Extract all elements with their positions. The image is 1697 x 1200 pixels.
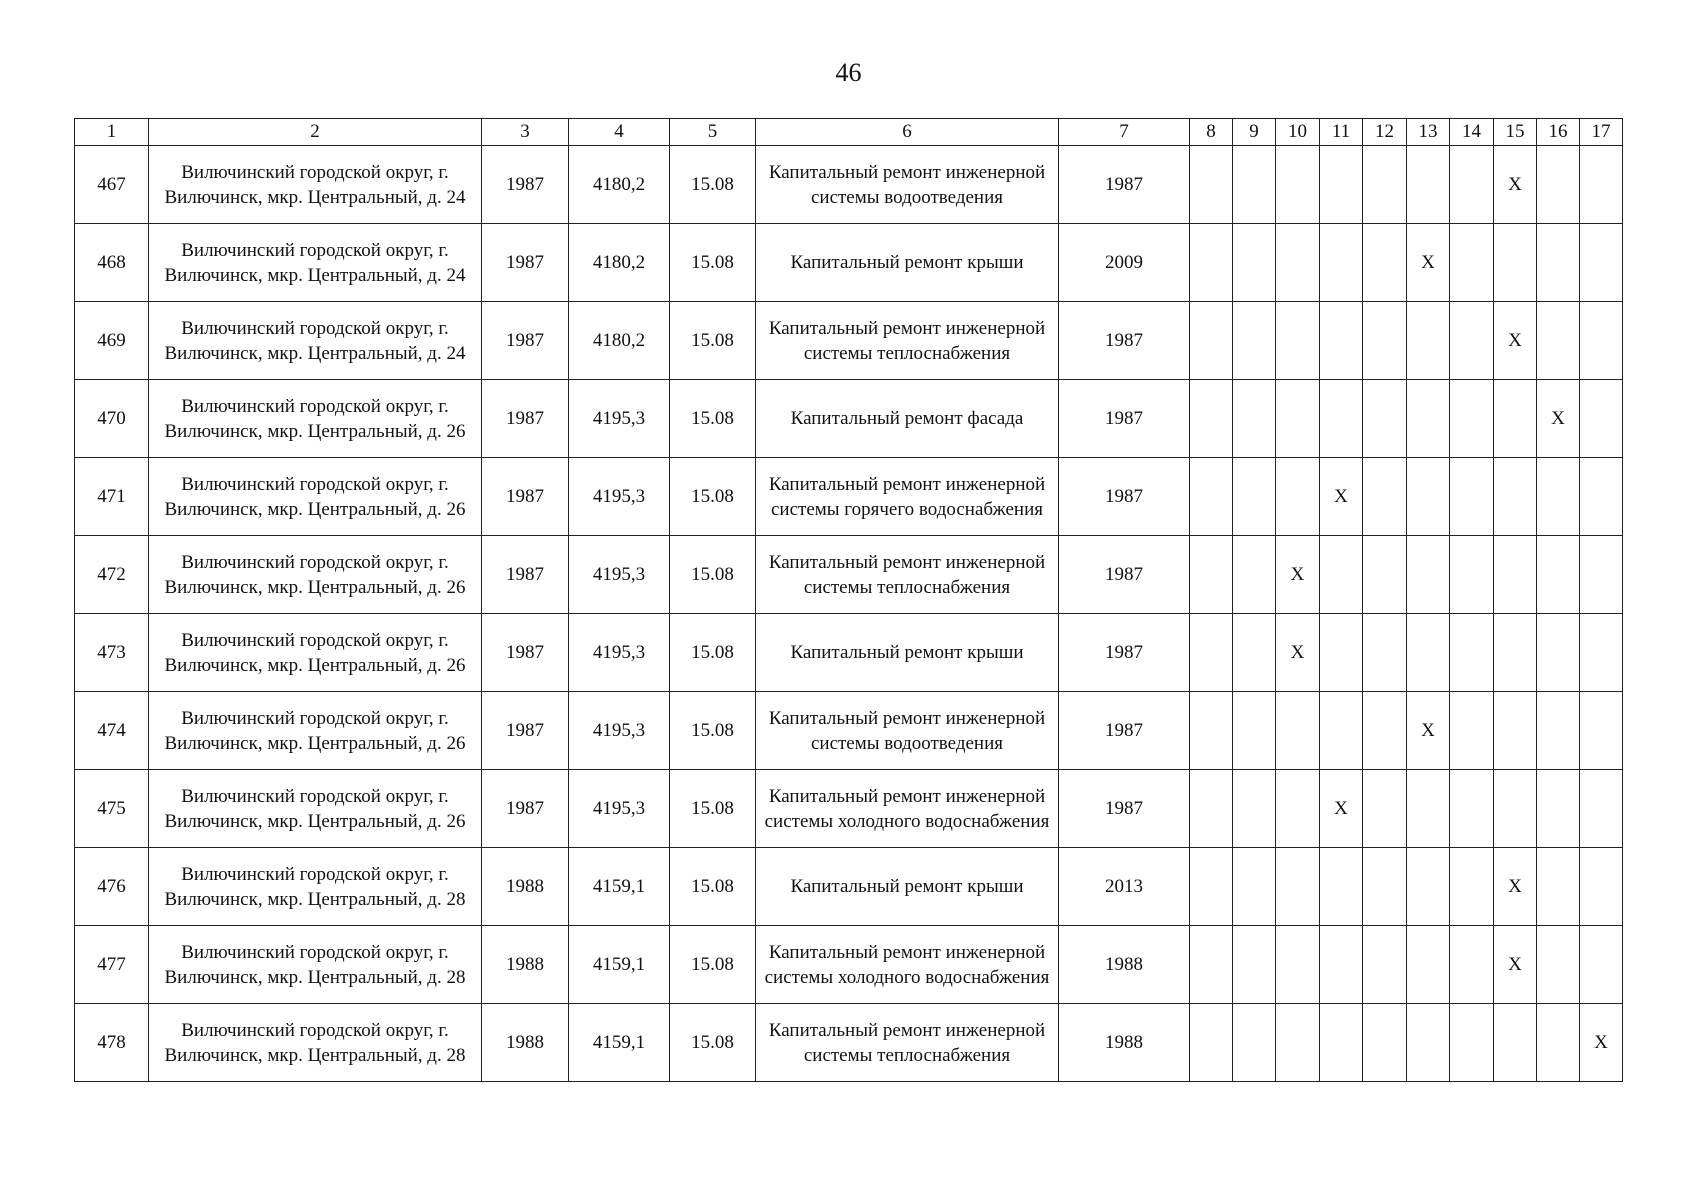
construction-year-cell: 1987 bbox=[482, 380, 569, 458]
period-mark-cell bbox=[1190, 380, 1233, 458]
last-repair-year-cell: 1987 bbox=[1059, 146, 1190, 224]
column-number-header: 10 bbox=[1276, 119, 1320, 146]
period-mark-cell bbox=[1190, 926, 1233, 1004]
code-cell: 15.08 bbox=[670, 926, 756, 1004]
period-mark-cell bbox=[1233, 536, 1276, 614]
work-type-cell: Капитальный ремонт инженерной системы водоотведения bbox=[756, 146, 1059, 224]
period-mark-cell bbox=[1450, 770, 1494, 848]
area-cell: 4159,1 bbox=[569, 1004, 670, 1082]
period-mark-cell bbox=[1537, 692, 1580, 770]
period-mark-cell bbox=[1190, 614, 1233, 692]
column-number-header: 8 bbox=[1190, 119, 1233, 146]
period-mark-cell bbox=[1233, 224, 1276, 302]
period-mark-cell bbox=[1233, 770, 1276, 848]
column-number-header: 5 bbox=[670, 119, 756, 146]
column-number-header: 7 bbox=[1059, 119, 1190, 146]
construction-year-cell: 1988 bbox=[482, 848, 569, 926]
work-type-cell: Капитальный ремонт инженерной системы водоотведения bbox=[756, 692, 1059, 770]
period-mark-cell bbox=[1450, 380, 1494, 458]
row-number-cell: 474 bbox=[75, 692, 149, 770]
period-mark-cell bbox=[1580, 692, 1623, 770]
column-number-header: 16 bbox=[1537, 119, 1580, 146]
period-mark-cell: X bbox=[1407, 692, 1450, 770]
period-mark-cell bbox=[1537, 770, 1580, 848]
column-number-header: 15 bbox=[1494, 119, 1537, 146]
period-mark-cell bbox=[1537, 848, 1580, 926]
column-number-header: 12 bbox=[1363, 119, 1407, 146]
period-mark-cell bbox=[1494, 380, 1537, 458]
column-number-header: 13 bbox=[1407, 119, 1450, 146]
period-mark-cell bbox=[1363, 692, 1407, 770]
row-number-cell: 477 bbox=[75, 926, 149, 1004]
work-type-cell: Капитальный ремонт фасада bbox=[756, 380, 1059, 458]
address-cell: Вилючинский городской округ, г. Вилючинск, мкр. Центральный, д. 26 bbox=[149, 458, 482, 536]
period-mark-cell bbox=[1276, 770, 1320, 848]
period-mark-cell bbox=[1537, 926, 1580, 1004]
address-cell: Вилючинский городской округ, г. Вилючинск, мкр. Центральный, д. 26 bbox=[149, 614, 482, 692]
column-number-header: 2 bbox=[149, 119, 482, 146]
period-mark-cell bbox=[1233, 458, 1276, 536]
address-cell: Вилючинский городской округ, г. Вилючинск, мкр. Центральный, д. 28 bbox=[149, 926, 482, 1004]
address-cell: Вилючинский городской округ, г. Вилючинск, мкр. Центральный, д. 26 bbox=[149, 536, 482, 614]
period-mark-cell bbox=[1320, 1004, 1363, 1082]
area-cell: 4195,3 bbox=[569, 614, 670, 692]
period-mark-cell bbox=[1450, 1004, 1494, 1082]
page-number: 46 bbox=[835, 58, 862, 87]
period-mark-cell bbox=[1363, 614, 1407, 692]
last-repair-year-cell: 1987 bbox=[1059, 380, 1190, 458]
period-mark-cell bbox=[1320, 536, 1363, 614]
area-cell: 4195,3 bbox=[569, 536, 670, 614]
period-mark-cell bbox=[1320, 302, 1363, 380]
period-mark-cell bbox=[1233, 692, 1276, 770]
period-mark-cell bbox=[1407, 614, 1450, 692]
period-mark-cell bbox=[1580, 848, 1623, 926]
work-type-cell: Капитальный ремонт инженерной системы теплоснабжения bbox=[756, 1004, 1059, 1082]
last-repair-year-cell: 1987 bbox=[1059, 692, 1190, 770]
period-mark-cell bbox=[1363, 302, 1407, 380]
code-cell: 15.08 bbox=[670, 224, 756, 302]
work-type-cell: Капитальный ремонт инженерной системы теплоснабжения bbox=[756, 302, 1059, 380]
period-mark-cell bbox=[1407, 146, 1450, 224]
table-row bbox=[75, 302, 1623, 380]
period-mark-cell bbox=[1407, 380, 1450, 458]
period-mark-cell bbox=[1580, 536, 1623, 614]
code-cell: 15.08 bbox=[670, 458, 756, 536]
period-mark-cell bbox=[1233, 614, 1276, 692]
period-mark-cell bbox=[1363, 1004, 1407, 1082]
period-mark-cell bbox=[1190, 302, 1233, 380]
period-mark-cell bbox=[1580, 380, 1623, 458]
table-row bbox=[75, 146, 1623, 224]
period-mark-cell bbox=[1494, 770, 1537, 848]
period-mark-cell bbox=[1363, 536, 1407, 614]
work-type-cell: Капитальный ремонт инженерной системы холодного водоснабжения bbox=[756, 770, 1059, 848]
last-repair-year-cell: 2009 bbox=[1059, 224, 1190, 302]
period-mark-cell bbox=[1407, 302, 1450, 380]
code-cell: 15.08 bbox=[670, 146, 756, 224]
period-mark-cell bbox=[1450, 146, 1494, 224]
column-number-header: 3 bbox=[482, 119, 569, 146]
period-mark-cell bbox=[1190, 146, 1233, 224]
address-cell: Вилючинский городской округ, г. Вилючинск, мкр. Центральный, д. 26 bbox=[149, 692, 482, 770]
row-number-cell: 467 bbox=[75, 146, 149, 224]
period-mark-cell bbox=[1363, 458, 1407, 536]
period-mark-cell bbox=[1494, 224, 1537, 302]
last-repair-year-cell: 1987 bbox=[1059, 614, 1190, 692]
area-cell: 4195,3 bbox=[569, 692, 670, 770]
period-mark-cell bbox=[1580, 770, 1623, 848]
period-mark-cell: X bbox=[1537, 380, 1580, 458]
period-mark-cell bbox=[1537, 146, 1580, 224]
period-mark-cell bbox=[1363, 926, 1407, 1004]
table-row bbox=[75, 458, 1623, 536]
period-mark-cell bbox=[1363, 146, 1407, 224]
address-cell: Вилючинский городской округ, г. Вилючинск, мкр. Центральный, д. 26 bbox=[149, 380, 482, 458]
period-mark-cell bbox=[1190, 848, 1233, 926]
period-mark-cell bbox=[1494, 458, 1537, 536]
period-mark-cell bbox=[1233, 1004, 1276, 1082]
row-number-cell: 478 bbox=[75, 1004, 149, 1082]
address-cell: Вилючинский городской округ, г. Вилючинск, мкр. Центральный, д. 28 bbox=[149, 1004, 482, 1082]
work-type-cell: Капитальный ремонт крыши bbox=[756, 224, 1059, 302]
period-mark-cell bbox=[1580, 926, 1623, 1004]
period-mark-cell bbox=[1320, 692, 1363, 770]
table-row bbox=[75, 770, 1623, 848]
area-cell: 4195,3 bbox=[569, 380, 670, 458]
period-mark-cell bbox=[1580, 458, 1623, 536]
table-row bbox=[75, 380, 1623, 458]
code-cell: 15.08 bbox=[670, 302, 756, 380]
period-mark-cell bbox=[1580, 224, 1623, 302]
period-mark-cell bbox=[1450, 302, 1494, 380]
period-mark-cell bbox=[1363, 848, 1407, 926]
period-mark-cell bbox=[1494, 536, 1537, 614]
column-number-header: 9 bbox=[1233, 119, 1276, 146]
code-cell: 15.08 bbox=[670, 770, 756, 848]
period-mark-cell bbox=[1494, 1004, 1537, 1082]
period-mark-cell bbox=[1580, 302, 1623, 380]
construction-year-cell: 1987 bbox=[482, 146, 569, 224]
period-mark-cell bbox=[1363, 770, 1407, 848]
period-mark-cell bbox=[1450, 614, 1494, 692]
row-number-cell: 469 bbox=[75, 302, 149, 380]
column-number-row bbox=[75, 119, 1623, 146]
row-number-cell: 472 bbox=[75, 536, 149, 614]
period-mark-cell: X bbox=[1320, 770, 1363, 848]
construction-year-cell: 1987 bbox=[482, 770, 569, 848]
period-mark-cell bbox=[1363, 380, 1407, 458]
row-number-cell: 470 bbox=[75, 380, 149, 458]
area-cell: 4159,1 bbox=[569, 926, 670, 1004]
column-number-header: 4 bbox=[569, 119, 670, 146]
period-mark-cell bbox=[1407, 1004, 1450, 1082]
last-repair-year-cell: 1987 bbox=[1059, 536, 1190, 614]
column-number-header: 6 bbox=[756, 119, 1059, 146]
period-mark-cell bbox=[1190, 536, 1233, 614]
construction-year-cell: 1987 bbox=[482, 536, 569, 614]
period-mark-cell bbox=[1190, 692, 1233, 770]
period-mark-cell bbox=[1537, 1004, 1580, 1082]
period-mark-cell bbox=[1276, 380, 1320, 458]
table-row bbox=[75, 926, 1623, 1004]
period-mark-cell bbox=[1494, 692, 1537, 770]
row-number-cell: 473 bbox=[75, 614, 149, 692]
period-mark-cell bbox=[1276, 926, 1320, 1004]
last-repair-year-cell: 1987 bbox=[1059, 302, 1190, 380]
period-mark-cell bbox=[1363, 224, 1407, 302]
table-row bbox=[75, 224, 1623, 302]
last-repair-year-cell: 1988 bbox=[1059, 926, 1190, 1004]
work-type-cell: Капитальный ремонт инженерной системы горячего водоснабжения bbox=[756, 458, 1059, 536]
period-mark-cell bbox=[1276, 458, 1320, 536]
construction-year-cell: 1988 bbox=[482, 1004, 569, 1082]
address-cell: Вилючинский городской округ, г. Вилючинск, мкр. Центральный, д. 24 bbox=[149, 224, 482, 302]
period-mark-cell bbox=[1190, 224, 1233, 302]
code-cell: 15.08 bbox=[670, 614, 756, 692]
code-cell: 15.08 bbox=[670, 848, 756, 926]
period-mark-cell: X bbox=[1276, 614, 1320, 692]
construction-year-cell: 1987 bbox=[482, 614, 569, 692]
period-mark-cell: X bbox=[1494, 848, 1537, 926]
period-mark-cell bbox=[1537, 302, 1580, 380]
period-mark-cell bbox=[1276, 302, 1320, 380]
period-mark-cell bbox=[1450, 458, 1494, 536]
work-type-cell: Капитальный ремонт крыши bbox=[756, 848, 1059, 926]
row-number-cell: 471 bbox=[75, 458, 149, 536]
code-cell: 15.08 bbox=[670, 536, 756, 614]
period-mark-cell bbox=[1320, 614, 1363, 692]
period-mark-cell: X bbox=[1494, 146, 1537, 224]
construction-year-cell: 1987 bbox=[482, 302, 569, 380]
column-number-header: 14 bbox=[1450, 119, 1494, 146]
period-mark-cell bbox=[1407, 926, 1450, 1004]
period-mark-cell bbox=[1320, 380, 1363, 458]
row-number-cell: 475 bbox=[75, 770, 149, 848]
last-repair-year-cell: 2013 bbox=[1059, 848, 1190, 926]
column-number-header: 11 bbox=[1320, 119, 1363, 146]
period-mark-cell bbox=[1276, 848, 1320, 926]
period-mark-cell bbox=[1320, 848, 1363, 926]
period-mark-cell bbox=[1276, 692, 1320, 770]
address-cell: Вилючинский городской округ, г. Вилючинск, мкр. Центральный, д. 24 bbox=[149, 302, 482, 380]
repair-schedule-table bbox=[74, 118, 1623, 1082]
period-mark-cell bbox=[1320, 224, 1363, 302]
period-mark-cell bbox=[1233, 302, 1276, 380]
area-cell: 4195,3 bbox=[569, 770, 670, 848]
construction-year-cell: 1987 bbox=[482, 692, 569, 770]
last-repair-year-cell: 1987 bbox=[1059, 458, 1190, 536]
work-type-cell: Капитальный ремонт крыши bbox=[756, 614, 1059, 692]
row-number-cell: 476 bbox=[75, 848, 149, 926]
period-mark-cell bbox=[1233, 380, 1276, 458]
period-mark-cell bbox=[1450, 926, 1494, 1004]
period-mark-cell: X bbox=[1320, 458, 1363, 536]
table-row bbox=[75, 1004, 1623, 1082]
period-mark-cell bbox=[1276, 224, 1320, 302]
last-repair-year-cell: 1988 bbox=[1059, 1004, 1190, 1082]
construction-year-cell: 1988 bbox=[482, 926, 569, 1004]
period-mark-cell bbox=[1276, 146, 1320, 224]
area-cell: 4195,3 bbox=[569, 458, 670, 536]
period-mark-cell bbox=[1450, 536, 1494, 614]
period-mark-cell: X bbox=[1494, 302, 1537, 380]
column-number-header: 1 bbox=[75, 119, 149, 146]
period-mark-cell bbox=[1190, 458, 1233, 536]
construction-year-cell: 1987 bbox=[482, 458, 569, 536]
period-mark-cell bbox=[1580, 614, 1623, 692]
period-mark-cell bbox=[1450, 224, 1494, 302]
period-mark-cell bbox=[1233, 926, 1276, 1004]
area-cell: 4180,2 bbox=[569, 146, 670, 224]
period-mark-cell bbox=[1537, 614, 1580, 692]
period-mark-cell: X bbox=[1407, 224, 1450, 302]
table-row bbox=[75, 536, 1623, 614]
area-cell: 4159,1 bbox=[569, 848, 670, 926]
period-mark-cell bbox=[1537, 536, 1580, 614]
column-number-header: 17 bbox=[1580, 119, 1623, 146]
period-mark-cell bbox=[1320, 146, 1363, 224]
address-cell: Вилючинский городской округ, г. Вилючинск, мкр. Центральный, д. 26 bbox=[149, 770, 482, 848]
period-mark-cell: X bbox=[1494, 926, 1537, 1004]
period-mark-cell bbox=[1190, 1004, 1233, 1082]
area-cell: 4180,2 bbox=[569, 302, 670, 380]
code-cell: 15.08 bbox=[670, 1004, 756, 1082]
period-mark-cell bbox=[1407, 770, 1450, 848]
period-mark-cell bbox=[1450, 848, 1494, 926]
table-row bbox=[75, 692, 1623, 770]
period-mark-cell bbox=[1320, 926, 1363, 1004]
last-repair-year-cell: 1987 bbox=[1059, 770, 1190, 848]
area-cell: 4180,2 bbox=[569, 224, 670, 302]
period-mark-cell bbox=[1450, 692, 1494, 770]
table-row bbox=[75, 614, 1623, 692]
period-mark-cell bbox=[1233, 848, 1276, 926]
period-mark-cell: X bbox=[1580, 1004, 1623, 1082]
period-mark-cell bbox=[1494, 614, 1537, 692]
construction-year-cell: 1987 bbox=[482, 224, 569, 302]
period-mark-cell bbox=[1580, 146, 1623, 224]
address-cell: Вилючинский городской округ, г. Вилючинск, мкр. Центральный, д. 28 bbox=[149, 848, 482, 926]
code-cell: 15.08 bbox=[670, 380, 756, 458]
period-mark-cell bbox=[1537, 458, 1580, 536]
table-body bbox=[75, 119, 1623, 1082]
address-cell: Вилючинский городской округ, г. Вилючинск, мкр. Центральный, д. 24 bbox=[149, 146, 482, 224]
row-number-cell: 468 bbox=[75, 224, 149, 302]
period-mark-cell bbox=[1233, 146, 1276, 224]
period-mark-cell bbox=[1537, 224, 1580, 302]
period-mark-cell bbox=[1190, 770, 1233, 848]
work-type-cell: Капитальный ремонт инженерной системы теплоснабжения bbox=[756, 536, 1059, 614]
period-mark-cell bbox=[1407, 458, 1450, 536]
table-row bbox=[75, 848, 1623, 926]
period-mark-cell bbox=[1276, 1004, 1320, 1082]
code-cell: 15.08 bbox=[670, 692, 756, 770]
period-mark-cell: X bbox=[1276, 536, 1320, 614]
work-type-cell: Капитальный ремонт инженерной системы холодного водоснабжения bbox=[756, 926, 1059, 1004]
period-mark-cell bbox=[1407, 536, 1450, 614]
period-mark-cell bbox=[1407, 848, 1450, 926]
